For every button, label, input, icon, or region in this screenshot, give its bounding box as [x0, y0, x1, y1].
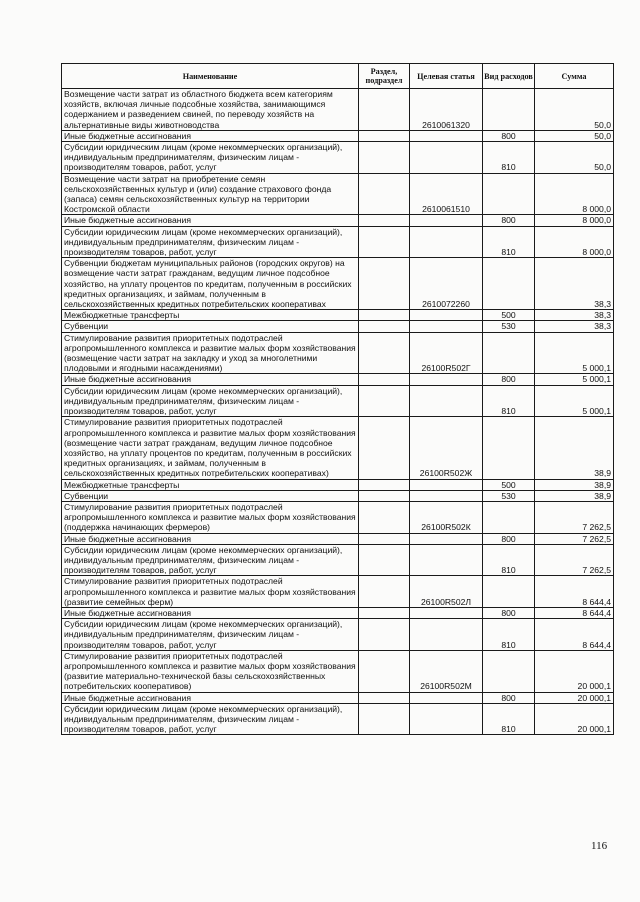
cell-sum: 5 000,1	[535, 374, 614, 385]
cell-name: Иные бюджетные ассигнования	[62, 607, 359, 618]
table-row	[62, 226, 614, 258]
cell-type: 800	[483, 607, 535, 618]
cell-section	[359, 619, 410, 651]
table-row	[62, 703, 614, 735]
cell-name: Субсидии юридическим лицам (кроме некоммерческих организаций), индивидуальным предпринимателям, физическим лицам - производителям товаров, работ, услуг	[62, 385, 359, 417]
cell-type: 530	[483, 321, 535, 332]
cell-section	[359, 501, 410, 533]
cell-code	[410, 215, 483, 226]
cell-code	[410, 374, 483, 385]
cell-section	[359, 479, 410, 490]
header-name: Наименование	[62, 64, 359, 89]
cell-code: 26100R502К	[410, 501, 483, 533]
cell-section	[359, 310, 410, 321]
cell-name: Субсидии юридическим лицам (кроме некоммерческих организаций), индивидуальным предпринимателям, физическим лицам - производителям товаров, работ, услуг	[62, 619, 359, 651]
cell-type: 800	[483, 374, 535, 385]
cell-type: 810	[483, 385, 535, 417]
cell-section	[359, 533, 410, 544]
table-row	[62, 310, 614, 321]
cell-code	[410, 142, 483, 174]
cell-name: Иные бюджетные ассигнования	[62, 533, 359, 544]
cell-type: 530	[483, 490, 535, 501]
cell-section	[359, 226, 410, 258]
table-row	[62, 385, 614, 417]
cell-code	[410, 490, 483, 501]
cell-section	[359, 692, 410, 703]
cell-section	[359, 374, 410, 385]
cell-type: 500	[483, 479, 535, 490]
cell-section	[359, 89, 410, 131]
cell-sum: 50,0	[535, 142, 614, 174]
cell-sum: 8 644,4	[535, 607, 614, 618]
cell-type: 500	[483, 310, 535, 321]
cell-code	[410, 321, 483, 332]
cell-name: Межбюджетные трансферты	[62, 479, 359, 490]
cell-type	[483, 576, 535, 608]
cell-section	[359, 142, 410, 174]
cell-sum: 50,0	[535, 89, 614, 131]
cell-type: 810	[483, 142, 535, 174]
cell-name: Субвенции	[62, 321, 359, 332]
cell-name: Субсидии юридическим лицам (кроме некоммерческих организаций), индивидуальным предпринимателям, физическим лицам - производителям товаров, работ, услуг	[62, 544, 359, 576]
cell-section	[359, 607, 410, 618]
cell-name: Субвенции бюджетам муниципальных районов (городских округов) на возмещение части затрат гражданам, ведущим личное подсобное хозяйство, на уплату процентов по кредитам, полученным в российских кредитных организациях, и займам, полученным в сельскохозяйственных кредитных потребительских кооперативах	[62, 258, 359, 310]
cell-sum: 7 262,5	[535, 533, 614, 544]
cell-type	[483, 417, 535, 479]
table-row	[62, 130, 614, 141]
cell-name: Субвенции	[62, 490, 359, 501]
cell-section	[359, 258, 410, 310]
cell-code: 26100R502М	[410, 650, 483, 692]
cell-code: 2610061510	[410, 173, 483, 215]
table-row	[62, 215, 614, 226]
cell-code: 2610072260	[410, 258, 483, 310]
cell-type	[483, 332, 535, 374]
cell-sum: 20 000,1	[535, 703, 614, 735]
cell-type	[483, 258, 535, 310]
cell-code	[410, 385, 483, 417]
cell-sum: 8 644,4	[535, 576, 614, 608]
cell-name: Субсидии юридическим лицам (кроме некоммерческих организаций), индивидуальным предпринимателям, физическим лицам - производителям товаров, работ, услуг	[62, 703, 359, 735]
header-section: Раздел, подраздел	[359, 64, 410, 89]
cell-sum: 8 000,0	[535, 226, 614, 258]
cell-name: Стимулирование развития приоритетных подотраслей агропромышленного комплекса и развитие малых форм хозяйствования (возмещение части затрат на закладку и уход за многолетними плодовыми и ягодными насаждениями)	[62, 332, 359, 374]
cell-section	[359, 490, 410, 501]
cell-section	[359, 544, 410, 576]
cell-sum: 5 000,1	[535, 332, 614, 374]
cell-code: 2610061320	[410, 89, 483, 131]
table-row	[62, 533, 614, 544]
cell-name: Иные бюджетные ассигнования	[62, 374, 359, 385]
table-row	[62, 692, 614, 703]
cell-sum: 7 262,5	[535, 501, 614, 533]
table-row	[62, 332, 614, 374]
cell-section	[359, 215, 410, 226]
cell-sum: 50,0	[535, 130, 614, 141]
table-row	[62, 417, 614, 479]
table-row	[62, 501, 614, 533]
cell-code: 26100R502Ж	[410, 417, 483, 479]
table-row	[62, 650, 614, 692]
cell-code	[410, 130, 483, 141]
cell-code	[410, 310, 483, 321]
table-row	[62, 607, 614, 618]
table-row	[62, 173, 614, 215]
cell-type: 810	[483, 619, 535, 651]
table-row	[62, 321, 614, 332]
cell-sum: 38,3	[535, 310, 614, 321]
cell-section	[359, 417, 410, 479]
cell-sum: 8 000,0	[535, 173, 614, 215]
table-row	[62, 258, 614, 310]
cell-section	[359, 321, 410, 332]
cell-name: Субсидии юридическим лицам (кроме некоммерческих организаций), индивидуальным предпринимателям, физическим лицам - производителям товаров, работ, услуг	[62, 142, 359, 174]
cell-code: 26100R502Г	[410, 332, 483, 374]
cell-type	[483, 89, 535, 131]
cell-code	[410, 544, 483, 576]
cell-section	[359, 576, 410, 608]
cell-type: 800	[483, 130, 535, 141]
cell-name: Стимулирование развития приоритетных подотраслей агропромышленного комплекса и развитие малых форм хозяйствования (развитие семейных ферм)	[62, 576, 359, 608]
cell-section	[359, 173, 410, 215]
cell-type: 810	[483, 703, 535, 735]
cell-code	[410, 692, 483, 703]
cell-code	[410, 619, 483, 651]
cell-code	[410, 533, 483, 544]
cell-code	[410, 607, 483, 618]
cell-code: 26100R502Л	[410, 576, 483, 608]
cell-type: 800	[483, 692, 535, 703]
budget-table	[61, 63, 614, 735]
cell-type: 810	[483, 544, 535, 576]
header-code: Целевая статья	[410, 64, 483, 89]
cell-name: Иные бюджетные ассигнования	[62, 692, 359, 703]
cell-type: 800	[483, 215, 535, 226]
page-number: 116	[591, 840, 608, 852]
header-sum: Сумма	[535, 64, 614, 89]
cell-type: 810	[483, 226, 535, 258]
cell-sum: 7 262,5	[535, 544, 614, 576]
cell-sum: 38,9	[535, 417, 614, 479]
table-row	[62, 142, 614, 174]
cell-sum: 38,9	[535, 479, 614, 490]
cell-section	[359, 703, 410, 735]
table-header-row	[62, 64, 614, 89]
cell-sum: 5 000,1	[535, 385, 614, 417]
cell-sum: 8 644,4	[535, 619, 614, 651]
cell-sum: 38,3	[535, 321, 614, 332]
table-row	[62, 544, 614, 576]
cell-code	[410, 479, 483, 490]
table-row	[62, 576, 614, 608]
table-row	[62, 479, 614, 490]
cell-section	[359, 130, 410, 141]
cell-section	[359, 650, 410, 692]
cell-name: Стимулирование развития приоритетных подотраслей агропромышленного комплекса и развитие малых форм хозяйствования (развитие материально-технической базы сельскохозяйственных потребительских кооперативов)	[62, 650, 359, 692]
cell-code	[410, 226, 483, 258]
cell-sum: 38,3	[535, 258, 614, 310]
cell-name: Иные бюджетные ассигнования	[62, 130, 359, 141]
cell-name: Субсидии юридическим лицам (кроме некоммерческих организаций), индивидуальным предпринимателям, физическим лицам - производителям товаров, работ, услуг	[62, 226, 359, 258]
cell-name: Иные бюджетные ассигнования	[62, 215, 359, 226]
cell-sum: 20 000,1	[535, 692, 614, 703]
cell-section	[359, 385, 410, 417]
cell-type	[483, 650, 535, 692]
header-type: Вид расходов	[483, 64, 535, 89]
cell-sum: 20 000,1	[535, 650, 614, 692]
cell-sum: 38,9	[535, 490, 614, 501]
cell-type	[483, 501, 535, 533]
cell-type: 800	[483, 533, 535, 544]
table-row	[62, 374, 614, 385]
cell-sum: 8 000,0	[535, 215, 614, 226]
cell-section	[359, 332, 410, 374]
table-row	[62, 490, 614, 501]
cell-name: Возмещение части затрат из областного бюджета всем категориям хозяйств, включая личные подсобные хозяйства, занимающимся содержанием и разведением свиней, по переводу хозяйств на альтернативные виды животноводства	[62, 89, 359, 131]
table-row	[62, 619, 614, 651]
cell-name: Стимулирование развития приоритетных подотраслей агропромышленного комплекса и развитие малых форм хозяйствования (возмещение части затрат гражданам, ведущим личное подсобное хозяйство, на уплату процентов по кредитам, полученным в российских кредитных организациях, и займам, полученным в сельскохозяйственных кредитных потребительских кооперативах)	[62, 417, 359, 479]
cell-name: Стимулирование развития приоритетных подотраслей агропромышленного комплекса и развитие малых форм хозяйствования (поддержка начинающих фермеров)	[62, 501, 359, 533]
cell-code	[410, 703, 483, 735]
cell-type	[483, 173, 535, 215]
table-body	[62, 89, 614, 735]
cell-name: Возмещение части затрат на приобретение семян сельскохозяйственных культур и (или) создание страхового фонда (запаса) семян сельскохозяйственных культур на территории Костромской области	[62, 173, 359, 215]
cell-name: Межбюджетные трансферты	[62, 310, 359, 321]
table-row	[62, 89, 614, 131]
